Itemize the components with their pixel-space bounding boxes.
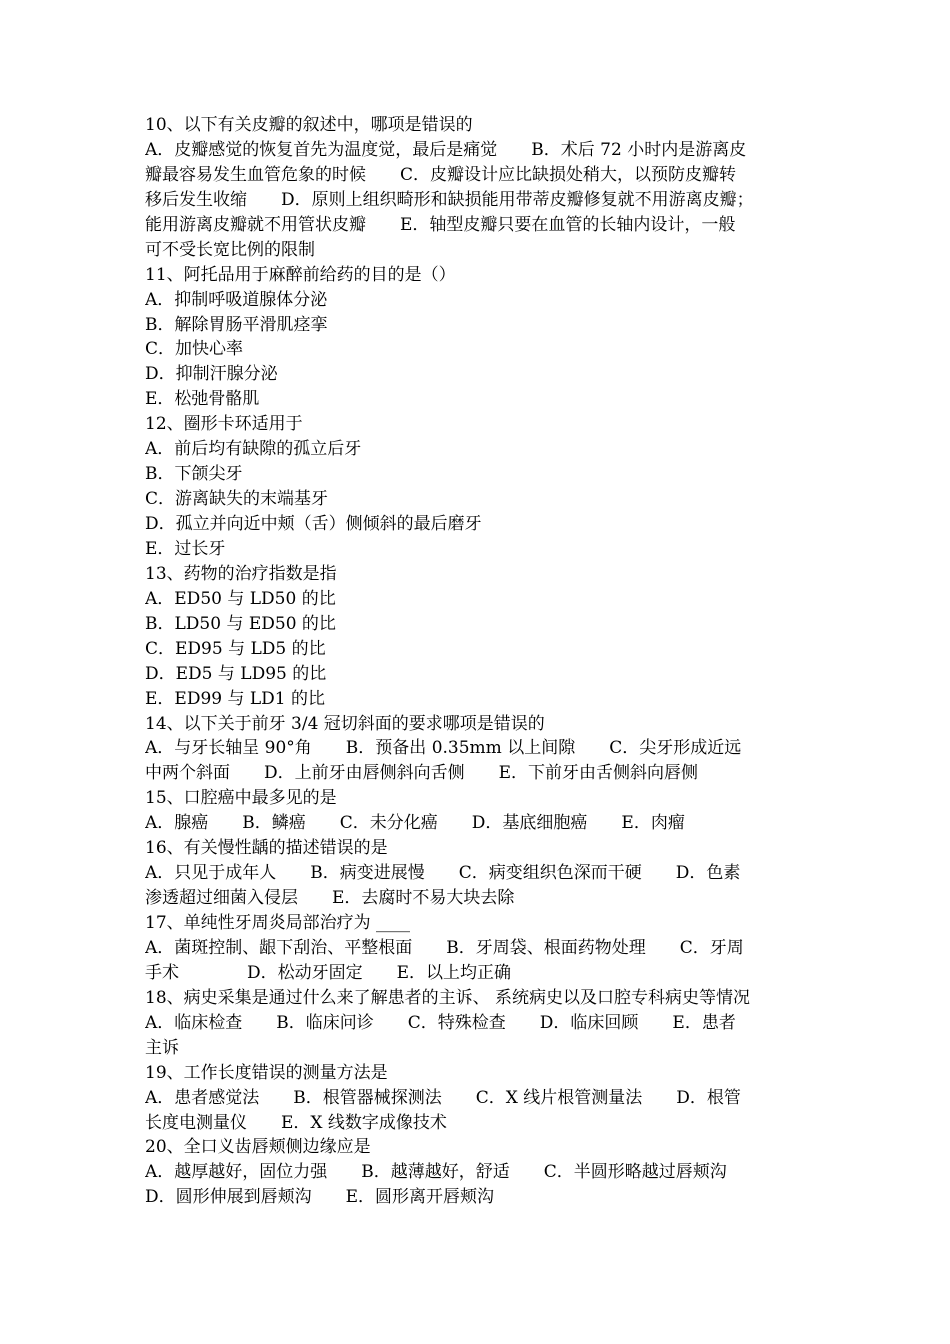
- text-line: A．越厚越好，固位力强 B．越薄越好，舒适 C．半圆形略越过唇颊沟: [145, 1162, 727, 1183]
- text-line: 12、圈形卡环适用于: [145, 414, 303, 435]
- text-line: B．下颌尖牙: [145, 464, 243, 485]
- text-line: C．ED95 与 LD5 的比: [145, 638, 326, 659]
- text-line: A．菌斑控制、龈下刮治、平整根面 B．牙周袋、根面药物处理 C．牙周: [145, 937, 744, 958]
- text-line: 移后发生收缩 D．原则上组织畸形和缺损能用带蒂皮瓣修复就不用游离皮瓣；: [145, 189, 754, 210]
- text-line: E．过长牙: [145, 538, 226, 559]
- text-line: C．加快心率: [145, 339, 244, 360]
- text-line: A．临床检查 B．临床问诊 C．特殊检查 D．临床回顾 E．患者: [145, 1012, 736, 1033]
- text-line: A．ED50 与 LD50 的比: [145, 588, 336, 609]
- text-line: A．腺癌 B．鳞癌 C．未分化癌 D．基底细胞癌 E．肉瘤: [145, 813, 685, 834]
- text-line: A．前后均有缺隙的孤立后牙: [145, 439, 362, 460]
- text-line: 主诉: [145, 1037, 179, 1058]
- text-line: 可不受长宽比例的限制: [145, 239, 315, 260]
- text-line: A．只见于成年人 B．病变进展慢 C．病变组织色深而干硬 D．色素: [145, 863, 741, 884]
- text-line: 手术 D．松动牙固定 E．以上均正确: [145, 962, 512, 983]
- text-line: 渗透超过细菌入侵层 E．去腐时不易大块去除: [145, 888, 515, 909]
- text-line: 13、药物的治疗指数是指: [145, 563, 337, 584]
- text-line: D．抑制汗腺分泌: [145, 364, 278, 385]
- text-line: 15、口腔癌中最多见的是: [145, 788, 337, 809]
- text-line: B．解除胃肠平滑肌痉挛: [145, 314, 328, 335]
- text-line: 14、以下关于前牙 3/4 冠切斜面的要求哪项是错误的: [145, 713, 545, 734]
- text-line: B．LD50 与 ED50 的比: [145, 613, 336, 634]
- text-line: C．游离缺失的末端基牙: [145, 489, 329, 510]
- text-line: 19、工作长度错误的测量方法是: [145, 1062, 388, 1083]
- text-line: 17、单纯性牙周炎局部治疗为 ____: [145, 913, 411, 933]
- text-line: 中两个斜面 D．上前牙由唇侧斜向舌侧 E．下前牙由舌侧斜向唇侧: [145, 763, 699, 784]
- text-line: A．与牙长轴呈 90°角 B．预备出 0.35mm 以上间隙 C．尖牙形成近远: [145, 738, 742, 759]
- text-line: 瓣最容易发生血管危象的时候 C．皮瓣设计应比缺损处稍大，以预防皮瓣转: [145, 164, 737, 185]
- text-line: 长度电测量仪 E．X 线数字成像技术: [145, 1112, 447, 1133]
- text-line: 11、阿托品用于麻醉前给药的目的是（）: [145, 264, 456, 285]
- text-line: E．松弛骨骼肌: [145, 389, 260, 410]
- document-body: [145, 113, 810, 1210]
- text-line: D．ED5 与 LD95 的比: [145, 663, 327, 684]
- text-line: 18、病史采集是通过什么来了解患者的主诉、 系统病史以及口腔专科病史等情况: [145, 987, 751, 1008]
- text-line: 20、全口义齿唇颊侧边缘应是: [145, 1137, 371, 1158]
- text-line: 16、有关慢性龋的描述错误的是: [145, 838, 388, 859]
- text-line: D．孤立并向近中颊（舌）侧倾斜的最后磨牙: [145, 514, 482, 534]
- text-line: A．皮瓣感觉的恢复首先为温度觉，最后是痛觉 B．术后 72 小时内是游离皮: [145, 139, 747, 160]
- text-line: D．圆形伸展到唇颊沟 E．圆形离开唇颊沟: [145, 1187, 495, 1208]
- text-line: A．抑制呼吸道腺体分泌: [145, 289, 328, 310]
- text-line: 能用游离皮瓣就不用管状皮瓣 E．轴型皮瓣只要在血管的长轴内设计，一般: [145, 214, 736, 235]
- text-line: 10、以下有关皮瓣的叙述中，哪项是错误的: [145, 115, 473, 135]
- text-line: A．患者感觉法 B．根管器械探测法 C．X 线片根管测量法 D．根管: [145, 1087, 741, 1108]
- text-line: E．ED99 与 LD1 的比: [145, 688, 326, 709]
